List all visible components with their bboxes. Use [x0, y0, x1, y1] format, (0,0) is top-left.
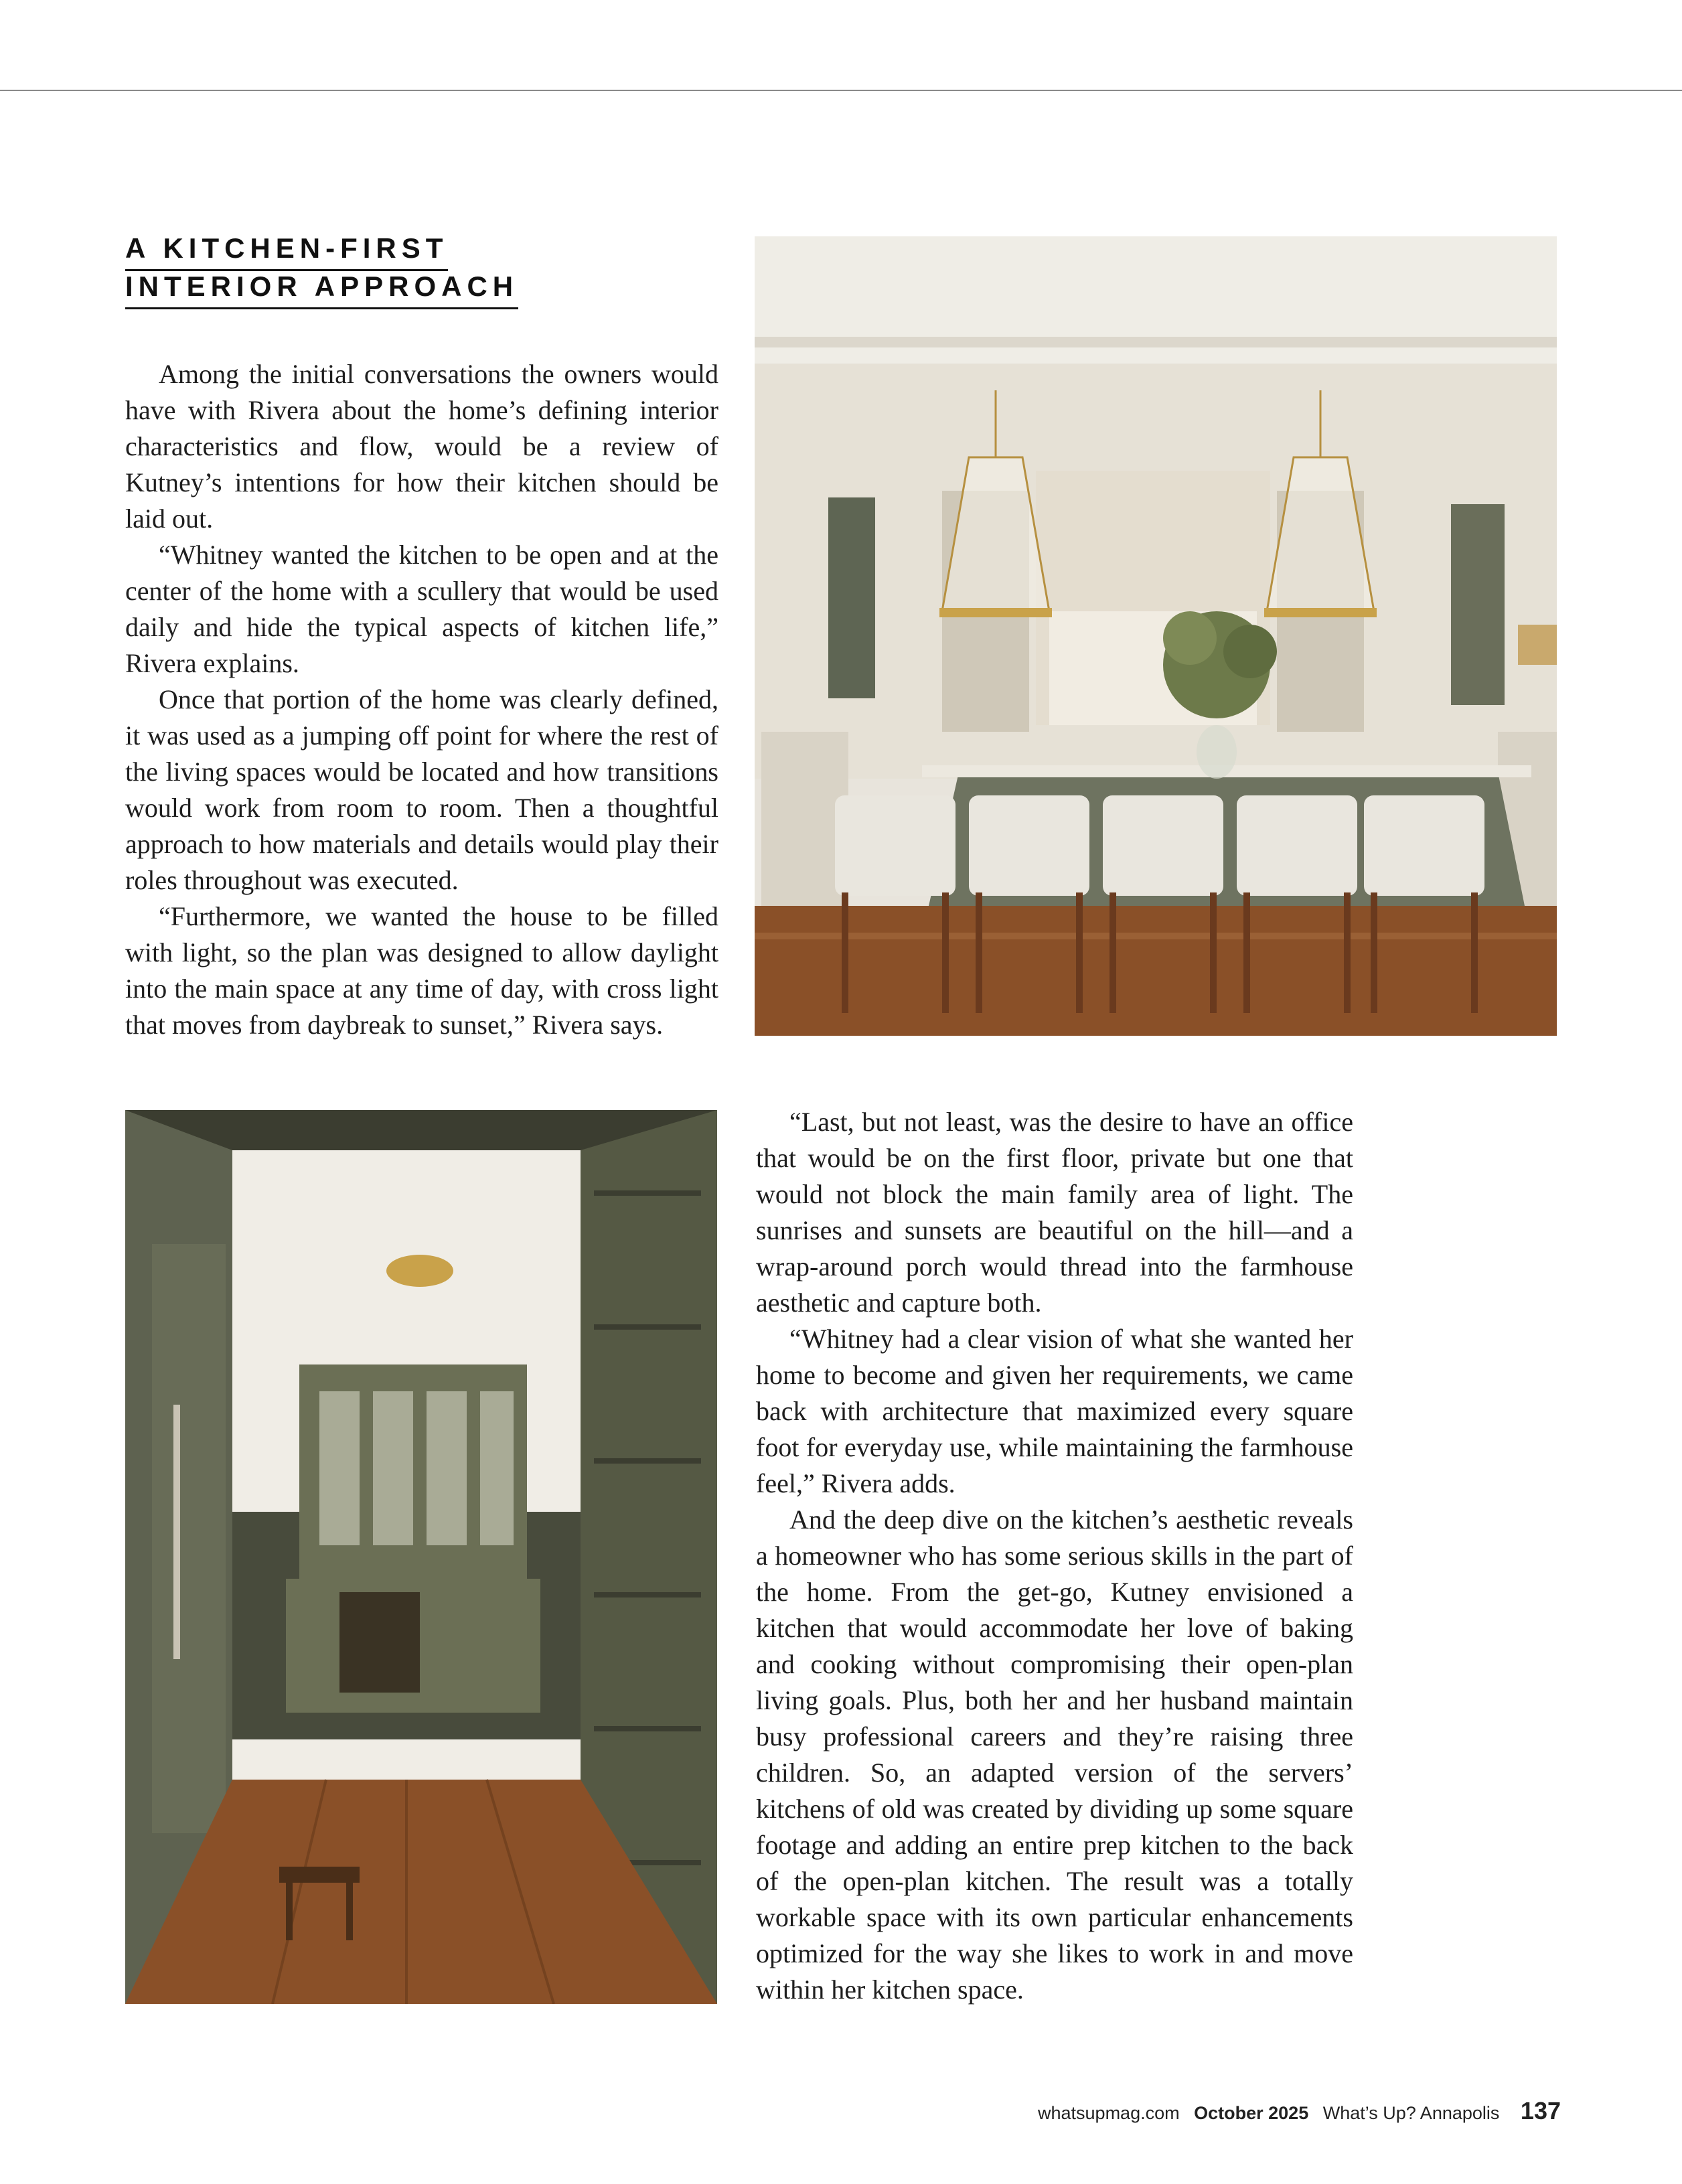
paragraph: “Whitney had a clear vision of what she wanted her home to become and given her requirements, we came back with architecture that maximized every square foot for everyday use, while maintaining the farmhouse feel,” Rivera adds.	[756, 1324, 1353, 1498]
kitchen-island-photo	[755, 236, 1557, 1036]
paragraph: And the deep dive on the kitchen’s aesthetic reveals a homeowner who has some serious skills in the part of the home. From the get-go, Kutney envisioned a kitchen that would accommodate her love of baking and cooking without compromising their open-plan living goals. Plus, both her and her husband maintain busy professional careers and they’re raising three children. So, an adapted version of the servers’ kitchens of old was created by dividing up some square footage and adding an entire prep kitchen to the back of the open-plan kitchen. The result was a totally workable space with its own particular enhancements optimized for the way she likes to work in and move within her kitchen space.	[756, 1504, 1353, 2005]
footer-magazine-name: What’s Up? Annapolis	[1322, 2103, 1500, 2123]
paragraph: “Furthermore, we wanted the house to be filled with light, so the plan was designed to allow daylight into the main space at any time of day, with cross light that moves from daybreak to sunset,” Rivera says.	[125, 901, 718, 1040]
paragraph: Once that portion of the home was clearly defined, it was used as a jumping off point for where the rest of the living spaces would be located and how transitions would work from room to room. Then a thoughtful approach to how materials and details would play their roles throughout was executed.	[125, 684, 718, 895]
scullery-photo	[125, 1110, 717, 2004]
paragraph: Among the initial conversations the owners would have with Rivera about the home’s defining interior characteristics and flow, would be a review of Kutney’s intentions for how their kitchen should be laid out.	[125, 359, 718, 534]
left-text-column	[125, 356, 718, 1043]
section-heading	[125, 233, 594, 309]
right-text-column	[756, 1104, 1353, 2008]
footer-site: whatsupmag.com	[1038, 2103, 1180, 2123]
paragraph: “Last, but not least, was the desire to have an office that would be on the first floor, private but one that would not block the main family area of light. The sunrises and sunsets are beautiful on the hill—and a wrap-around porch would thread into the farmhouse aesthetic and capture both.	[756, 1107, 1353, 1318]
page-number: 137	[1520, 2097, 1561, 2124]
page-footer	[1028, 2097, 1561, 2125]
paragraph: “Whitney wanted the kitchen to be open and at the center of the home with a scullery that would be used daily and hide the typical aspects of kitchen life,” Rivera explains.	[125, 540, 718, 678]
top-rule	[0, 90, 1682, 91]
heading-line-1: A KITCHEN-FIRST	[125, 233, 448, 271]
footer-issue-date: October 2025	[1194, 2103, 1309, 2123]
heading-line-2: INTERIOR APPROACH	[125, 271, 518, 309]
